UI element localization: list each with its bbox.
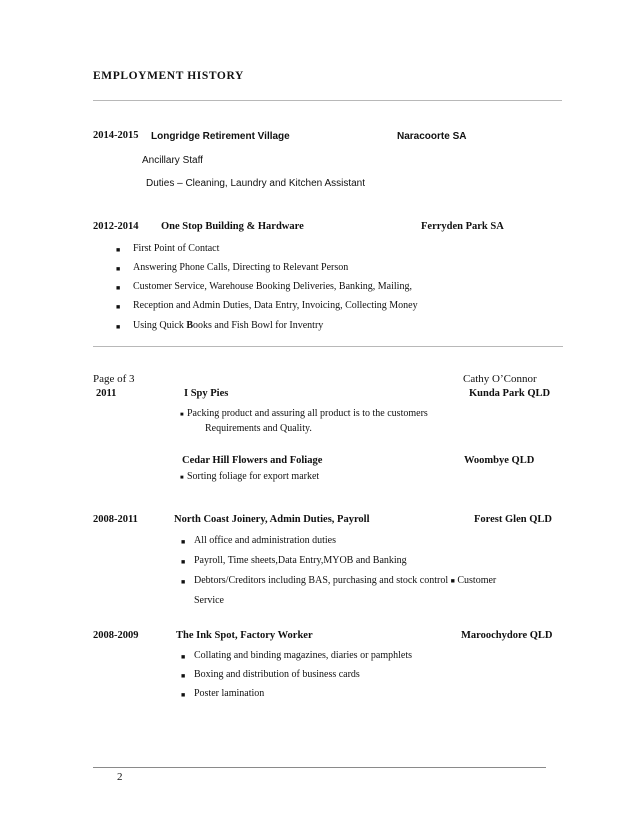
square-bullet-icon: ■ <box>116 323 121 331</box>
square-bullet-icon: ■ <box>116 284 121 292</box>
job1-role: Ancillary Staff <box>142 155 203 166</box>
square-bullet-icon: ■ <box>181 558 186 566</box>
job6-dates: 2008-2009 <box>93 630 139 641</box>
square-bullet-icon: ■ <box>181 691 186 699</box>
job5-bullet-3: Debtors/Creditors including BAS, purchasing and stock control ■ Customer <box>194 575 497 586</box>
square-bullet-icon: ■ <box>180 412 184 418</box>
job1-location: Naracoorte SA <box>397 131 467 142</box>
page-of-label: Page of 3 <box>93 373 135 385</box>
job3-bullet-line1: Packing product and assuring all product is to the customers <box>187 408 428 419</box>
job5-bullet-2: Payroll, Time sheets,Data Entry,MYOB and Banking <box>194 555 407 566</box>
square-bullet-icon: ■ <box>116 265 121 273</box>
job2-location: Ferryden Park SA <box>421 221 504 232</box>
job3-dates: 2011 <box>96 388 117 399</box>
job5-bullet-3-cont: Service <box>194 595 224 606</box>
job2-bullet-2: Answering Phone Calls, Directing to Relevant Person <box>133 262 349 273</box>
job2-dates: 2012-2014 <box>93 221 139 232</box>
job4-employer: Cedar Hill Flowers and Foliage <box>182 455 323 466</box>
square-bullet-icon: ■ <box>181 672 186 680</box>
heading-divider <box>93 100 562 101</box>
job2-bullet-3: Customer Service, Warehouse Booking Deliveries, Banking, Mailing, <box>133 281 412 292</box>
job5-dates: 2008-2011 <box>93 514 138 525</box>
job6-location: Maroochydore QLD <box>461 630 553 641</box>
square-bullet-icon: ■ <box>116 246 121 254</box>
job1-employer: Longridge Retirement Village <box>151 131 290 142</box>
job4-bullet: Sorting foliage for export market <box>187 471 320 482</box>
page-number: 2 <box>117 771 123 783</box>
square-bullet-icon: ■ <box>181 538 186 546</box>
square-bullet-icon: ■ <box>181 653 186 661</box>
job5-location: Forest Glen QLD <box>474 514 552 525</box>
job4-location: Woombye QLD <box>464 455 535 466</box>
footer-divider <box>93 767 546 768</box>
job2-bullet-5: Using Quick Books and Fish Bowl for Inventry <box>133 320 324 331</box>
job3-location: Kunda Park QLD <box>469 388 551 399</box>
job2-bullet-4: Reception and Admin Duties, Data Entry, Invoicing, Collecting Money <box>133 300 418 311</box>
job3-bullet-line2: Requirements and Quality. <box>205 423 312 434</box>
job2-bullet-1: First Point of Contact <box>133 243 220 254</box>
job5-employer: North Coast Joinery, Admin Duties, Payroll <box>174 514 370 525</box>
square-bullet-icon: ■ <box>180 475 184 481</box>
job2-employer: One Stop Building & Hardware <box>161 221 304 232</box>
job6-bullet-1: Collating and binding magazines, diaries or pamphlets <box>194 650 413 661</box>
job6-bullet-3: Poster lamination <box>194 688 265 699</box>
square-bullet-icon: ■ <box>116 303 121 311</box>
page-break-divider <box>93 346 563 347</box>
job3-employer: I Spy Pies <box>184 388 229 399</box>
job6-bullet-2: Boxing and distribution of business cards <box>194 669 360 680</box>
job5-bullet-1: All office and administration duties <box>194 535 337 546</box>
job1-duties: Duties – Cleaning, Laundry and Kitchen Assistant <box>146 178 366 189</box>
job1-dates: 2014-2015 <box>93 130 139 141</box>
author-name: Cathy O’Connor <box>463 373 537 385</box>
job6-employer: The Ink Spot, Factory Worker <box>176 630 313 641</box>
square-bullet-icon: ■ <box>450 577 455 585</box>
square-bullet-icon: ■ <box>181 578 186 586</box>
section-title: EMPLOYMENT HISTORY <box>93 70 244 82</box>
